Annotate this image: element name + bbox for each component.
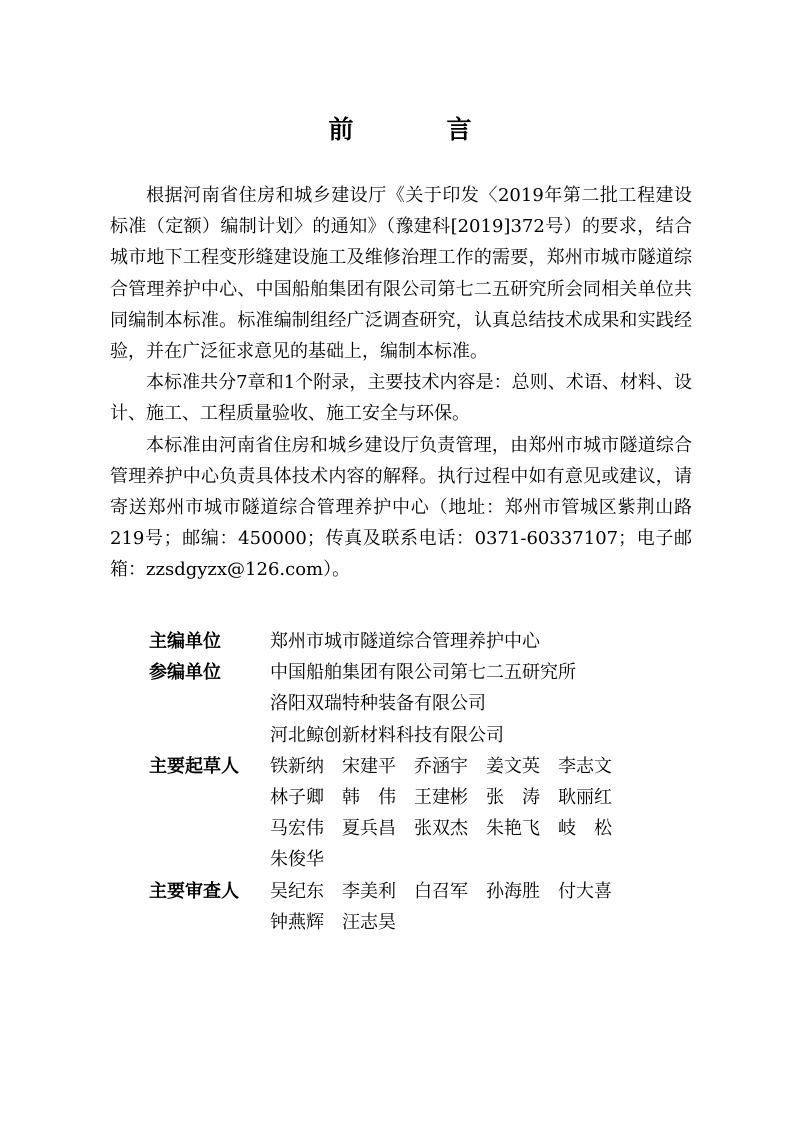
preface-body — [110, 180, 692, 586]
reviewers-row — [149, 876, 669, 938]
co-editors-row — [149, 657, 669, 751]
co-editor-unit: 中国船舶集团有限公司第七二五研究所 — [270, 662, 576, 684]
reviewer-name: 孙海胜 — [486, 880, 540, 902]
page-title: 前 言 — [328, 115, 506, 144]
drafter-name: 朱俊华 — [270, 849, 324, 871]
reviewer-name: 李美利 — [342, 880, 396, 902]
drafter-name: 夏兵昌 — [342, 818, 396, 840]
chief-editor-label: 主编单位 — [149, 631, 221, 652]
co-editor-unit: 河北鲸创新材料科技有限公司 — [270, 724, 504, 746]
drafters-row — [149, 751, 669, 876]
preface-paragraph-3: 本标准由河南省住房和城乡建设厅负责管理，由郑州市城市隧道综合管理养护中心负责具体技术内容的解释。执行过程中如有意见或建议，请寄送郑州市城市隧道综合管理养护中心（地址：郑州市管城区紫荆山路219号；邮编：450000；传真及联系电话：0371-60337107；电子邮箱：zzsdgyzx@126.com）。 — [110, 434, 692, 581]
drafter-name: 张 涛 — [486, 786, 540, 808]
drafter-name: 韩 伟 — [342, 786, 396, 808]
reviewers-label: 主要审查人 — [149, 880, 239, 902]
co-editors-label: 参编单位 — [149, 662, 221, 684]
drafter-name: 林子卿 — [270, 786, 324, 808]
preface-paragraph-1: 根据河南省住房和城乡建设厅《关于印发〈2019年第二批工程建设标准（定额）编制计划〉的通知》（豫建科[2019]372号）的要求，结合城市地下工程变形缝建设施工及维修治理工作的需要，郑州市城市隧道综合管理养护中心、中国船舶集团有限公司第七二五研究所会同相关单位共同编制本标准。标准编制组经广泛调查研究，认真总结技术成果和实践经验，并在广泛征求意见的基础上，编制本标准。 — [110, 185, 692, 363]
drafter-name: 岐 松 — [558, 818, 612, 840]
reviewer-name: 钟燕辉 — [270, 911, 324, 933]
contributors-section — [149, 626, 669, 938]
reviewer-name: 汪志昊 — [342, 911, 396, 933]
drafter-name: 姜文英 — [486, 755, 540, 777]
preface-paragraph-2: 本标准共分7章和1个附录，主要技术内容是：总则、术语、材料、设计、施工、工程质量验收、施工安全与环保。 — [110, 372, 692, 425]
chief-editor-unit: 郑州市城市隧道综合管理养护中心 — [270, 631, 540, 652]
drafter-name: 朱艳飞 — [486, 818, 540, 840]
reviewer-name: 白召军 — [414, 880, 468, 902]
chief-editor-row — [149, 626, 669, 657]
drafter-name: 乔涵宇 — [414, 755, 468, 777]
drafter-name: 马宏伟 — [270, 818, 324, 840]
reviewer-name: 付大喜 — [558, 880, 612, 902]
drafter-name: 张双杰 — [414, 818, 468, 840]
drafter-name: 宋建平 — [342, 755, 396, 777]
reviewer-name: 吴纪东 — [270, 880, 324, 902]
drafter-name: 耿丽红 — [558, 786, 612, 808]
drafter-name: 铁新纳 — [270, 755, 324, 777]
co-editor-unit: 洛阳双瑞特种装备有限公司 — [270, 693, 486, 715]
drafter-name: 王建彬 — [414, 786, 468, 808]
drafter-name: 李志文 — [558, 755, 612, 777]
drafters-label: 主要起草人 — [149, 755, 239, 777]
